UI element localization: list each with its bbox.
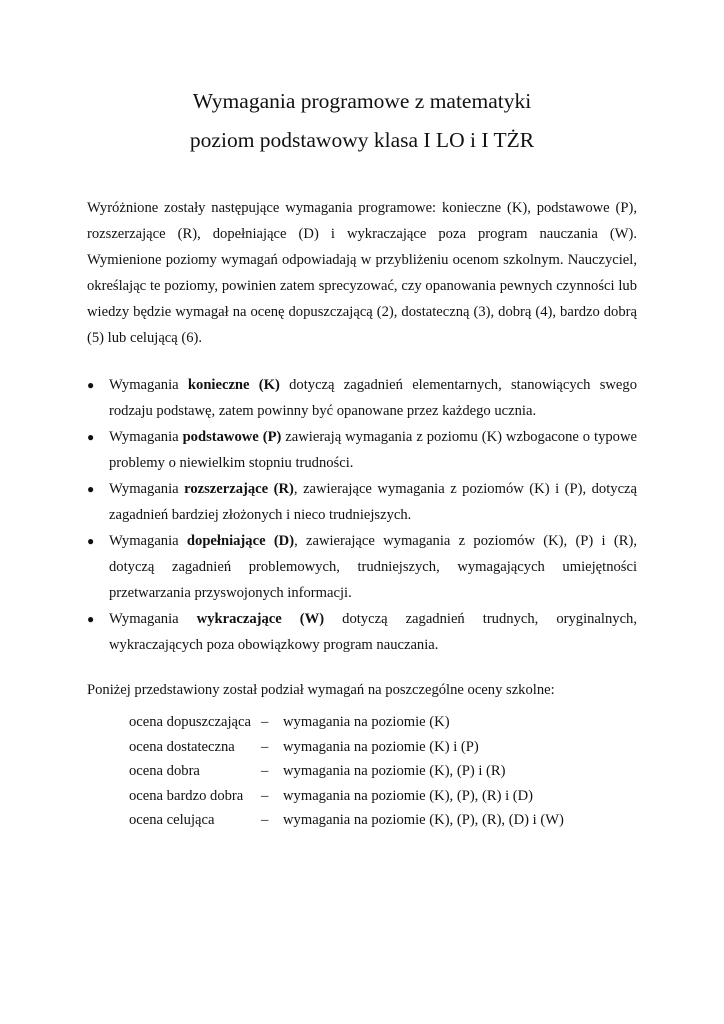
dash-separator: –	[261, 787, 269, 804]
table-row	[129, 808, 564, 833]
grade-requirement: wymagania na poziomie (K) i (P)	[283, 738, 479, 755]
item-text: zawierają wymagania z poziomu (K) wzbogacone o typowe problemy o niewielkim stopniu trudności.	[109, 429, 637, 471]
table-row	[129, 784, 564, 809]
dash-separator: –	[261, 763, 269, 779]
grade-requirement: wymagania na poziomie (K), (P), (R) i (D)	[283, 787, 534, 804]
bullet-icon: ●	[87, 534, 95, 548]
item-level: rozszerzające (R)	[184, 481, 294, 497]
bullet-icon: ●	[87, 430, 95, 444]
grade-name: ocena dostateczna	[129, 738, 235, 755]
grade-requirement: wymagania na poziomie (K), (P), (R), (D) i (W)	[283, 812, 564, 828]
list-item	[87, 606, 637, 658]
item-text: , zawierające wymagania z poziomów (K) i (P), dotyczą zagadnień bardziej złożonych i nieco trudniejszych.	[109, 481, 637, 523]
dash-separator: –	[261, 738, 269, 755]
bullet-icon: ●	[87, 612, 95, 626]
table-row	[129, 710, 564, 735]
grade-requirement: wymagania na poziomie (K), (P) i (R)	[283, 763, 506, 779]
dash-separator: –	[261, 714, 269, 730]
item-prefix: Wymagania	[109, 533, 187, 549]
item-level: konieczne (K)	[187, 377, 280, 393]
requirements-list	[87, 372, 637, 658]
list-item	[87, 372, 637, 424]
table-row	[129, 759, 564, 784]
item-level: podstawowe (P)	[182, 429, 282, 445]
grade-name: ocena celująca	[129, 812, 215, 828]
item-text: , zawierające wymagania z poziomów (K), (P) i (R), dotyczą zagadnień problemowych, trudniejszych, wymagających umiejętności przetwarzania przyswojonych informacji.	[109, 533, 637, 601]
item-level: dopełniające (D)	[186, 533, 295, 549]
item-text: dotyczą zagadnień trudnych, oryginalnych, wykraczających poza obowiązkowy program nauczania.	[109, 611, 637, 653]
bullet-icon: ●	[87, 482, 95, 496]
item-prefix: Wymagania	[109, 377, 188, 393]
item-text: dotyczą zagadnień elementarnych, stanowiących swego rodzaju podstawę, zatem powinny być opanowane przez każdego ucznia.	[109, 377, 637, 419]
document-title-line-2: poziom podstawowy klasa I LO i I TŻR	[189, 128, 535, 152]
list-item	[87, 528, 637, 606]
table-row	[129, 735, 564, 760]
grades-lead-text: Poniżej przedstawiony został podział wymagań na poszczególne oceny szkolne:	[87, 682, 555, 698]
grade-name: ocena dobra	[129, 763, 200, 779]
list-item	[87, 424, 637, 476]
dash-separator: –	[261, 812, 269, 828]
grade-name: ocena dopuszczająca	[129, 714, 251, 730]
item-prefix: Wymagania	[109, 611, 197, 627]
item-level: wykraczające (W)	[196, 611, 325, 627]
item-prefix: Wymagania	[109, 481, 185, 497]
bullet-icon: ●	[87, 378, 95, 392]
item-prefix: Wymagania	[109, 429, 183, 445]
grade-requirement: wymagania na poziomie (K)	[283, 714, 450, 730]
grades-table	[129, 710, 564, 833]
intro-paragraph: Wyróżnione zostały następujące wymagania programowe: konieczne (K), podstawowe (P), rozszerzające (R), dopełniające (D) i wykraczające poza program nauczania (W). Wymienione poziomy wymagań odpowiadają w przybliżeniu ocenom szkolnym. Nauczyciel, określając te poziomy, powinien zatem sprecyzować, czy opanowania pewnych czynności lub wiedzy będzie wymagał na ocenę dopuszczającą (2), dostateczną (3), dobrą (4), bardzo dobrą (5) lub celującą (6).	[87, 200, 637, 346]
grade-name: ocena bardzo dobra	[129, 787, 244, 804]
document-title-line-1: Wymagania programowe z matematyki	[192, 89, 532, 113]
list-item	[87, 476, 637, 528]
